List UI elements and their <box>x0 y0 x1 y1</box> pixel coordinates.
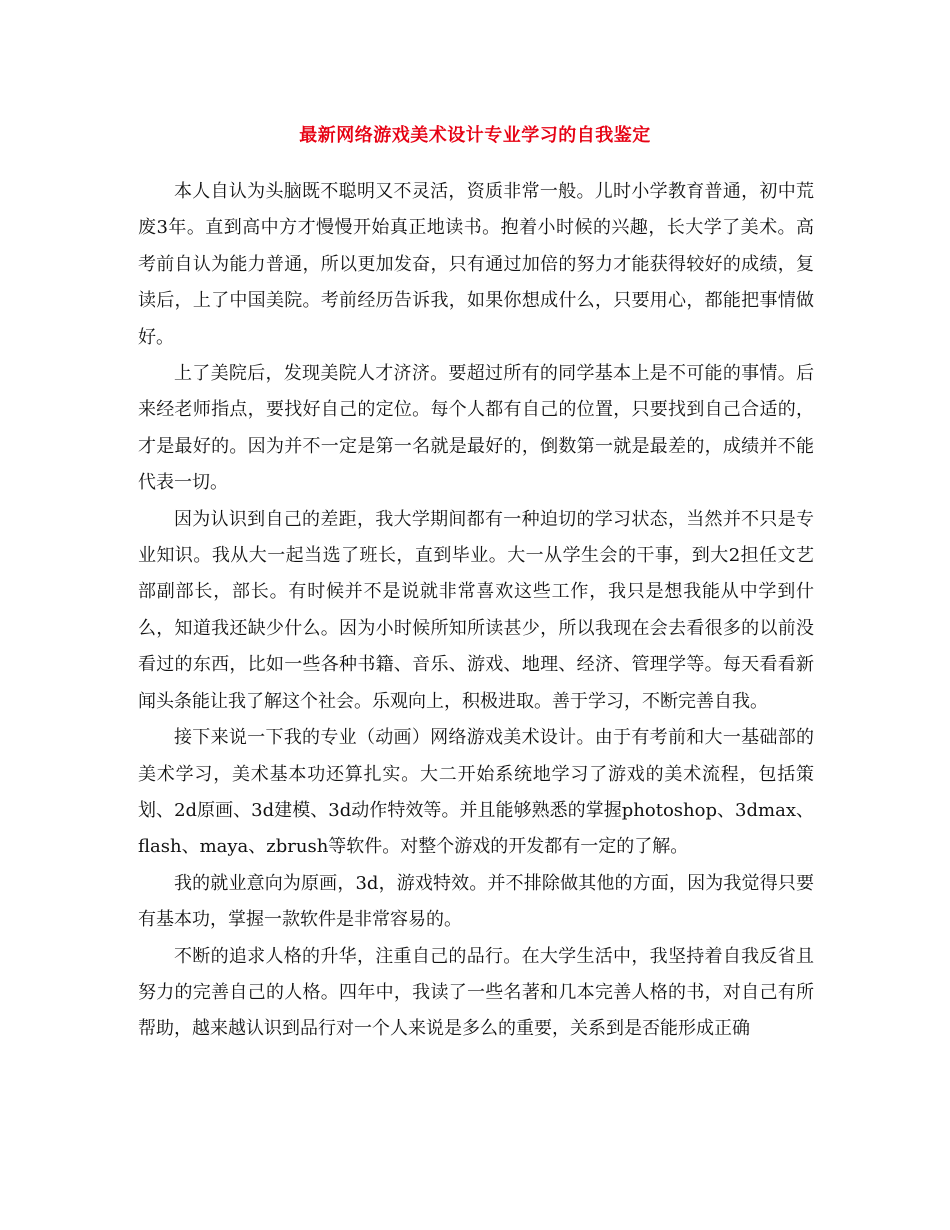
paragraph: 我的就业意向为原画，3d，游戏特效。并不排除做其他的方面，因为我觉得只要有基本功，掌握一款软件是非常容易的。 <box>138 872 814 931</box>
paragraph: 本人自认为头脑既不聪明又不灵活，资质非常一般。儿时小学教育普通，初中荒废3年。直到高中方才慢慢开始真正地读书。抱着小时候的兴趣，长大学了美术。高考前自认为能力普通，所以更加发奋，只有通过加倍的努力才能获得较好的成绩，复读后，上了中国美院。考前经历告诉我，如果你想成什么，只要用心，都能把事情做好。 <box>138 181 814 348</box>
document-body <box>138 174 814 1048</box>
paragraph: 不断的追求人格的升华，注重自己的品行。在大学生活中，我坚持着自我反省且努力的完善自己的人格。四年中，我读了一些名著和几本完善人格的书，对自己有所帮助，越来越认识到品行对一个人来说是多么的重要，关系到是否能形成正确 <box>138 945 814 1040</box>
paragraph: 因为认识到自己的差距，我大学期间都有一种迫切的学习状态，当然并不只是专业知识。我从大一起当选了班长，直到毕业。大一从学生会的干事，到大2担任文艺部副部长，部长。有时候并不是说就非常喜欢这些工作，我只是想我能从中学到什么，知道我还缺少什么。因为小时候所知所读甚少，所以我现在会去看很多的以前没看过的东西，比如一些各种书籍、音乐、游戏、地理、经济、管理学等。每天看看新闻头条能让我了解这个社会。乐观向上，积极进取。善于学习，不断完善自我。 <box>138 508 814 712</box>
paragraph: 接下来说一下我的专业（动画）网络游戏美术设计。由于有考前和大一基础部的美术学习，美术基本功还算扎实。大二开始系统地学习了游戏的美术流程，包括策划、2d原画、3d建模、3d动作特效等。并且能够熟悉的掌握photoshop、3dmax、flash、maya、zbrush等软件。对整个游戏的开发都有一定的了解。 <box>138 727 814 858</box>
document-title: 最新网络游戏美术设计专业学习的自我鉴定 <box>299 125 651 146</box>
paragraph: 上了美院后，发现美院人才济济。要超过所有的同学基本上是不可能的事情。后来经老师指点，要找好自己的定位。每个人都有自己的位置，只要找到自己合适的，才是最好的。因为并不一定是第一名就是最好的，倒数第一就是最差的，成绩并不能代表一切。 <box>138 363 814 494</box>
